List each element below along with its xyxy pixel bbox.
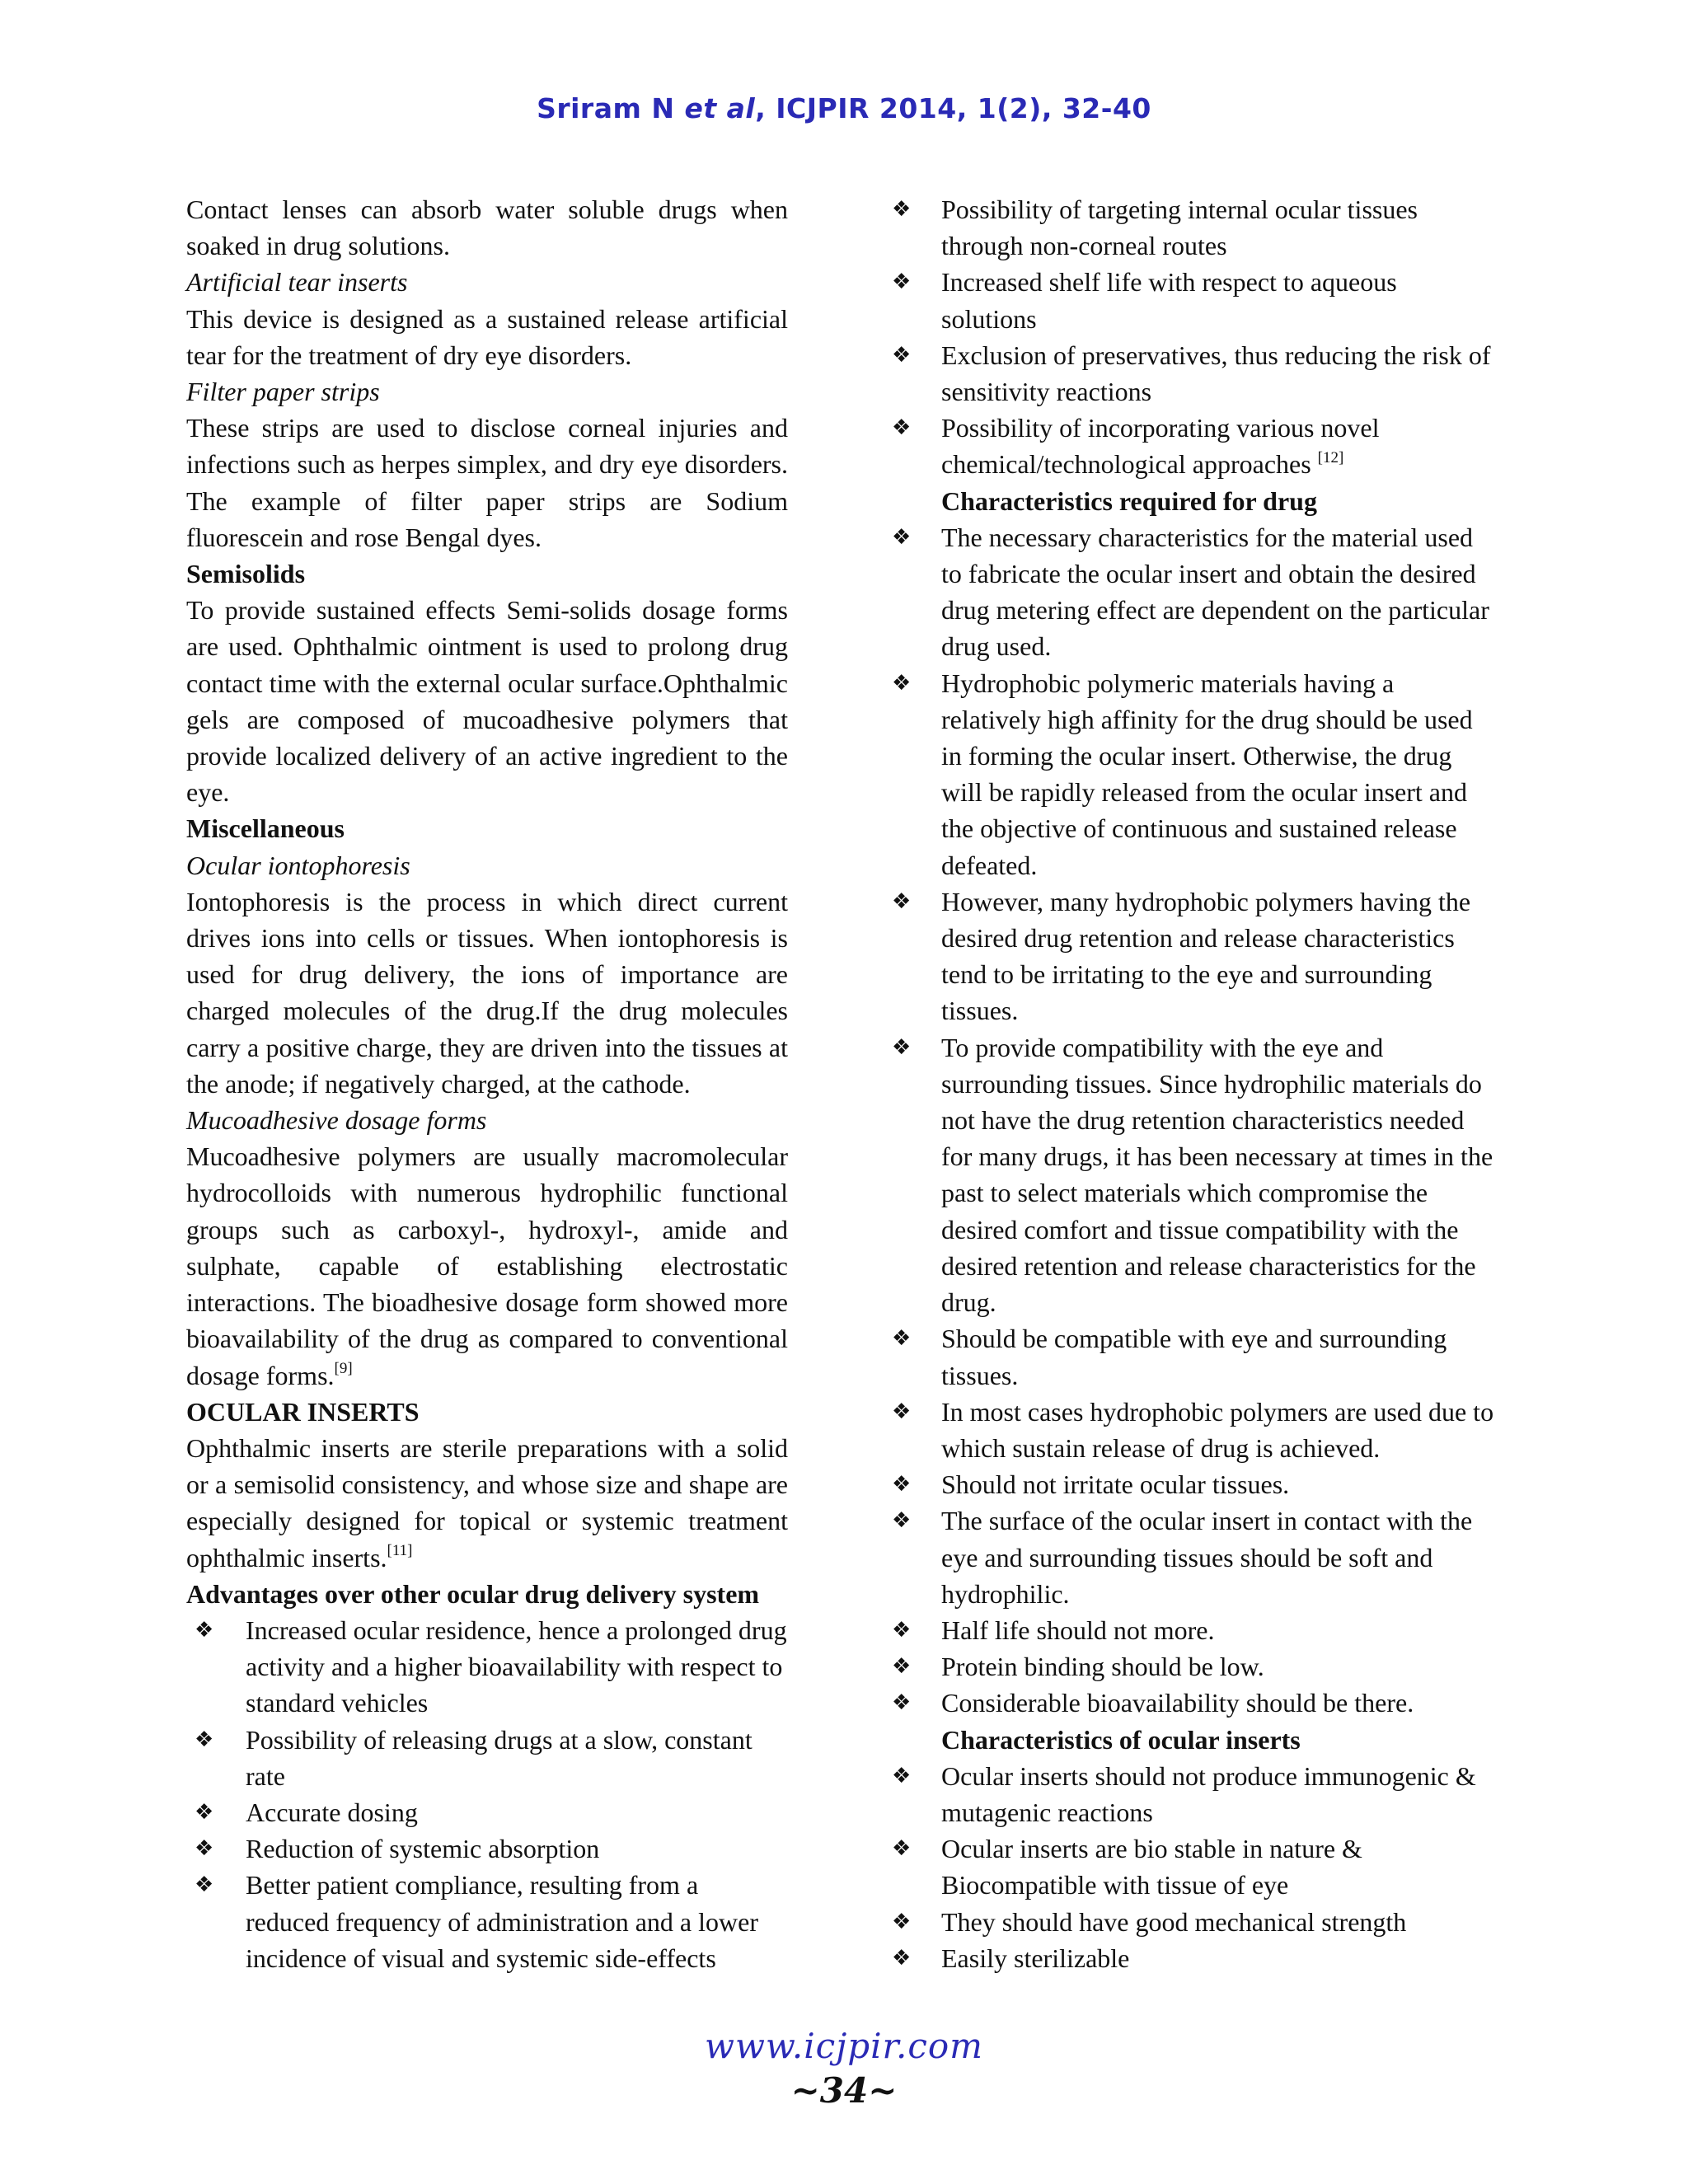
bullet-icon: ❖ xyxy=(195,1617,214,1643)
bullet-icon: ❖ xyxy=(892,197,912,222)
bullet-icon: ❖ xyxy=(892,1654,912,1680)
bullet-icon: ❖ xyxy=(195,1799,214,1825)
list-item-text: Easily sterilizable xyxy=(941,1943,1130,1973)
list-item-text: Accurate dosing xyxy=(246,1797,418,1827)
list-item xyxy=(186,1794,788,1830)
paragraph-contact-lenses: Contact lenses can absorb water soluble drugs when soaked in drug solutions. xyxy=(186,194,788,261)
list-item xyxy=(885,337,1495,410)
list-item-text: Should not irritate ocular tissues. xyxy=(941,1469,1290,1500)
list-item-text: Ocular inserts should not produce immunogenic & mutagenic reactions xyxy=(941,1760,1476,1827)
subheading-artificial-tear-inserts: Artificial tear inserts xyxy=(186,267,408,298)
heading-miscellaneous: Miscellaneous xyxy=(186,813,345,844)
bullet-icon: ❖ xyxy=(892,415,912,441)
advantages-list xyxy=(186,1612,788,1976)
subheading-filter-paper-strips: Filter paper strips xyxy=(186,377,380,407)
bullet-icon: ❖ xyxy=(892,1399,912,1424)
subheading-mucoadhesive: Mucoadhesive dosage forms xyxy=(186,1105,487,1136)
list-item xyxy=(885,1320,1495,1393)
bullet-icon: ❖ xyxy=(892,524,912,550)
list-item xyxy=(186,1722,788,1794)
list-item xyxy=(885,1685,1495,1721)
bullet-icon: ❖ xyxy=(892,670,912,696)
heading-advantages: Advantages over other ocular drug delivery system xyxy=(186,1578,760,1609)
list-item xyxy=(186,1867,788,1976)
list-item xyxy=(885,1758,1495,1830)
list-item xyxy=(186,1612,788,1722)
list-item-text: Should be compatible with eye and surrounding tissues. xyxy=(941,1324,1447,1390)
bullet-icon: ❖ xyxy=(892,1909,912,1934)
bullet-icon: ❖ xyxy=(892,269,912,295)
bullet-icon: ❖ xyxy=(892,342,912,368)
list-item-text: The surface of the ocular insert in contact with the eye and surrounding tissues should be soft and hydrophilic. xyxy=(941,1506,1473,1609)
list-item xyxy=(885,410,1495,482)
citation-ref-11: [11] xyxy=(387,1541,413,1559)
subheading-ocular-iontophoresis: Ocular iontophoresis xyxy=(186,850,410,880)
list-item xyxy=(885,1394,1495,1466)
advantages-list-continued xyxy=(885,191,1495,483)
bullet-icon: ❖ xyxy=(892,1945,912,1971)
bullet-icon: ❖ xyxy=(892,1690,912,1716)
paragraph-semisolids: To provide sustained effects Semi-solids dosage forms are used. Ophthalmic ointment is used to prolong drug contact time with the external ocular surface.Ophthalmic gels are composed of mucoadhesive polymers that provide localized delivery of an active ingredient to the eye. xyxy=(186,595,788,808)
paragraph-ocular-inserts xyxy=(186,1430,788,1576)
bullet-icon: ❖ xyxy=(892,888,912,914)
paragraph-iontophoresis: Iontophoresis is the process in which direct current drives ions into cells or tissues. When iontophoresis is used for drug delivery, the ions of importance are charged molecules of the drug.If the drug molecules carry a positive charge, they are driven into the tissues at the anode; if negatively charged, at the cathode. xyxy=(186,886,788,1099)
paragraph-filter-paper: These strips are used to disclose corneal injuries and infections such as herpes simplex, and dry eye disorders. The example of filter paper strips are Sodium fluorescein and rose Bengal dyes. xyxy=(186,413,788,552)
list-item-text: Possibility of releasing drugs at a slow, constant rate xyxy=(246,1724,753,1791)
list-item-text: Possibility of incorporating various novel chemical/technological approaches xyxy=(941,413,1380,480)
list-item-text: Hydrophobic polymeric materials having a relatively high affinity for the drug should be used in forming the ocular insert. Otherwise, the drug will be rapidly released from the ocular insert and the objective of continuous and sustained release defeated. xyxy=(941,668,1473,880)
list-item-text: However, many hydrophobic polymers having the desired drug retention and release characteristics tend to be irritating to the eye and surrounding tissues. xyxy=(941,886,1471,1026)
list-item-text: Half life should not more. xyxy=(941,1615,1215,1645)
citation-ref-9: [9] xyxy=(334,1359,353,1377)
list-item-text: Protein binding should be low. xyxy=(941,1652,1264,1682)
list-item xyxy=(885,1904,1495,1940)
list-item xyxy=(885,1502,1495,1612)
list-item xyxy=(885,191,1495,264)
list-item-text: Reduction of systemic absorption xyxy=(246,1834,600,1864)
bullet-icon: ❖ xyxy=(892,1472,912,1497)
page-number: ~34~ xyxy=(790,2070,898,2111)
list-item xyxy=(885,883,1495,1029)
bullet-icon: ❖ xyxy=(892,1763,912,1788)
running-header xyxy=(0,92,1688,124)
bullet-icon: ❖ xyxy=(892,1508,912,1534)
header-etal: et al xyxy=(684,92,756,124)
list-item-text: Increased ocular residence, hence a prolonged drug activity and a higher bioavailability with respect to standard vehicles xyxy=(246,1615,787,1718)
heading-characteristics-drug: Characteristics required for drug xyxy=(941,485,1317,516)
list-item xyxy=(885,1612,1495,1648)
bullet-icon: ❖ xyxy=(195,1872,214,1898)
bullet-icon: ❖ xyxy=(892,1617,912,1643)
heading-semisolids: Semisolids xyxy=(186,559,306,589)
list-item-text: To provide compatibility with the eye and surrounding tissues. Since hydrophilic materials do not have the drug retention characteristics needed for many drugs, it has been necessary at times in the past to select materials which compromise the desired comfort and tissue compatibility with the desired retention and release characteristics for the drug. xyxy=(941,1032,1493,1318)
list-item-text: They should have good mechanical strength xyxy=(941,1906,1407,1937)
list-item-text: Better patient compliance, resulting from a reduced frequency of administration and a lower incidence of visual and systemic side-effects xyxy=(246,1870,758,1973)
paragraph-artificial-tear: This device is designed as a sustained release artificial tear for the treatment of dry eye disorders. xyxy=(186,303,788,370)
list-item xyxy=(885,264,1495,336)
list-item xyxy=(885,1940,1495,1976)
list-item xyxy=(885,665,1495,883)
bullet-icon: ❖ xyxy=(892,1034,912,1060)
list-item-text: Possibility of targeting internal ocular tissues through non-corneal routes xyxy=(941,194,1418,261)
list-item xyxy=(885,1830,1495,1903)
list-item xyxy=(885,1466,1495,1502)
list-item-text: In most cases hydrophobic polymers are used due to which sustain release of drug is achieved. xyxy=(941,1396,1494,1463)
left-column xyxy=(186,191,788,1976)
list-item-text: The necessary characteristics for the material used to fabricate the ocular insert and obtain the desired drug metering effect are dependent on the particular drug used. xyxy=(941,522,1489,662)
drug-characteristics-list xyxy=(885,519,1495,1722)
right-column xyxy=(885,191,1495,1976)
heading-ocular-inserts: OCULAR INSERTS xyxy=(186,1396,420,1427)
bullet-icon: ❖ xyxy=(195,1727,214,1752)
citation-ref-12: [12] xyxy=(1317,448,1344,466)
paragraph-mucoadhesive-text: Mucoadhesive polymers are usually macromolecular hydrocolloids with numerous hydrophilic functional groups such as carboxyl-, hydroxyl-, amide and sulphate, capable of establishing electrostatic interactions. The bioadhesive dosage form showed more bioavailability of the drug as compared to conventional dosage forms. xyxy=(186,1141,788,1390)
bullet-icon: ❖ xyxy=(892,1326,912,1352)
list-item xyxy=(885,1648,1495,1685)
bullet-icon: ❖ xyxy=(195,1836,214,1862)
list-item xyxy=(885,519,1495,665)
footer-url[interactable]: www.icjpir.com xyxy=(705,2026,983,2066)
list-item xyxy=(885,1029,1495,1321)
list-item-text: Ocular inserts are bio stable in nature & Biocompatible with tissue of eye xyxy=(941,1834,1362,1900)
header-author: Sriram N xyxy=(537,92,675,124)
list-item-text: Increased shelf life with respect to aqueous solutions xyxy=(941,267,1397,334)
heading-characteristics-inserts: Characteristics of ocular inserts xyxy=(941,1724,1301,1755)
insert-characteristics-list xyxy=(885,1758,1495,1976)
list-item xyxy=(186,1830,788,1867)
paragraph-mucoadhesive xyxy=(186,1138,788,1393)
header-citation: , ICJPIR 2014, 1(2), 32-40 xyxy=(755,92,1151,124)
list-item-text: Exclusion of preservatives, thus reducing the risk of sensitivity reactions xyxy=(941,340,1491,407)
paragraph-ocular-inserts-text: Ophthalmic inserts are sterile preparations with a solid or a semisolid consistency, and whose size and shape are especially designed for topical or systemic treatment ophthalmic inserts. xyxy=(186,1432,788,1572)
list-item-text: Considerable bioavailability should be there. xyxy=(941,1688,1414,1718)
bullet-icon: ❖ xyxy=(892,1836,912,1862)
